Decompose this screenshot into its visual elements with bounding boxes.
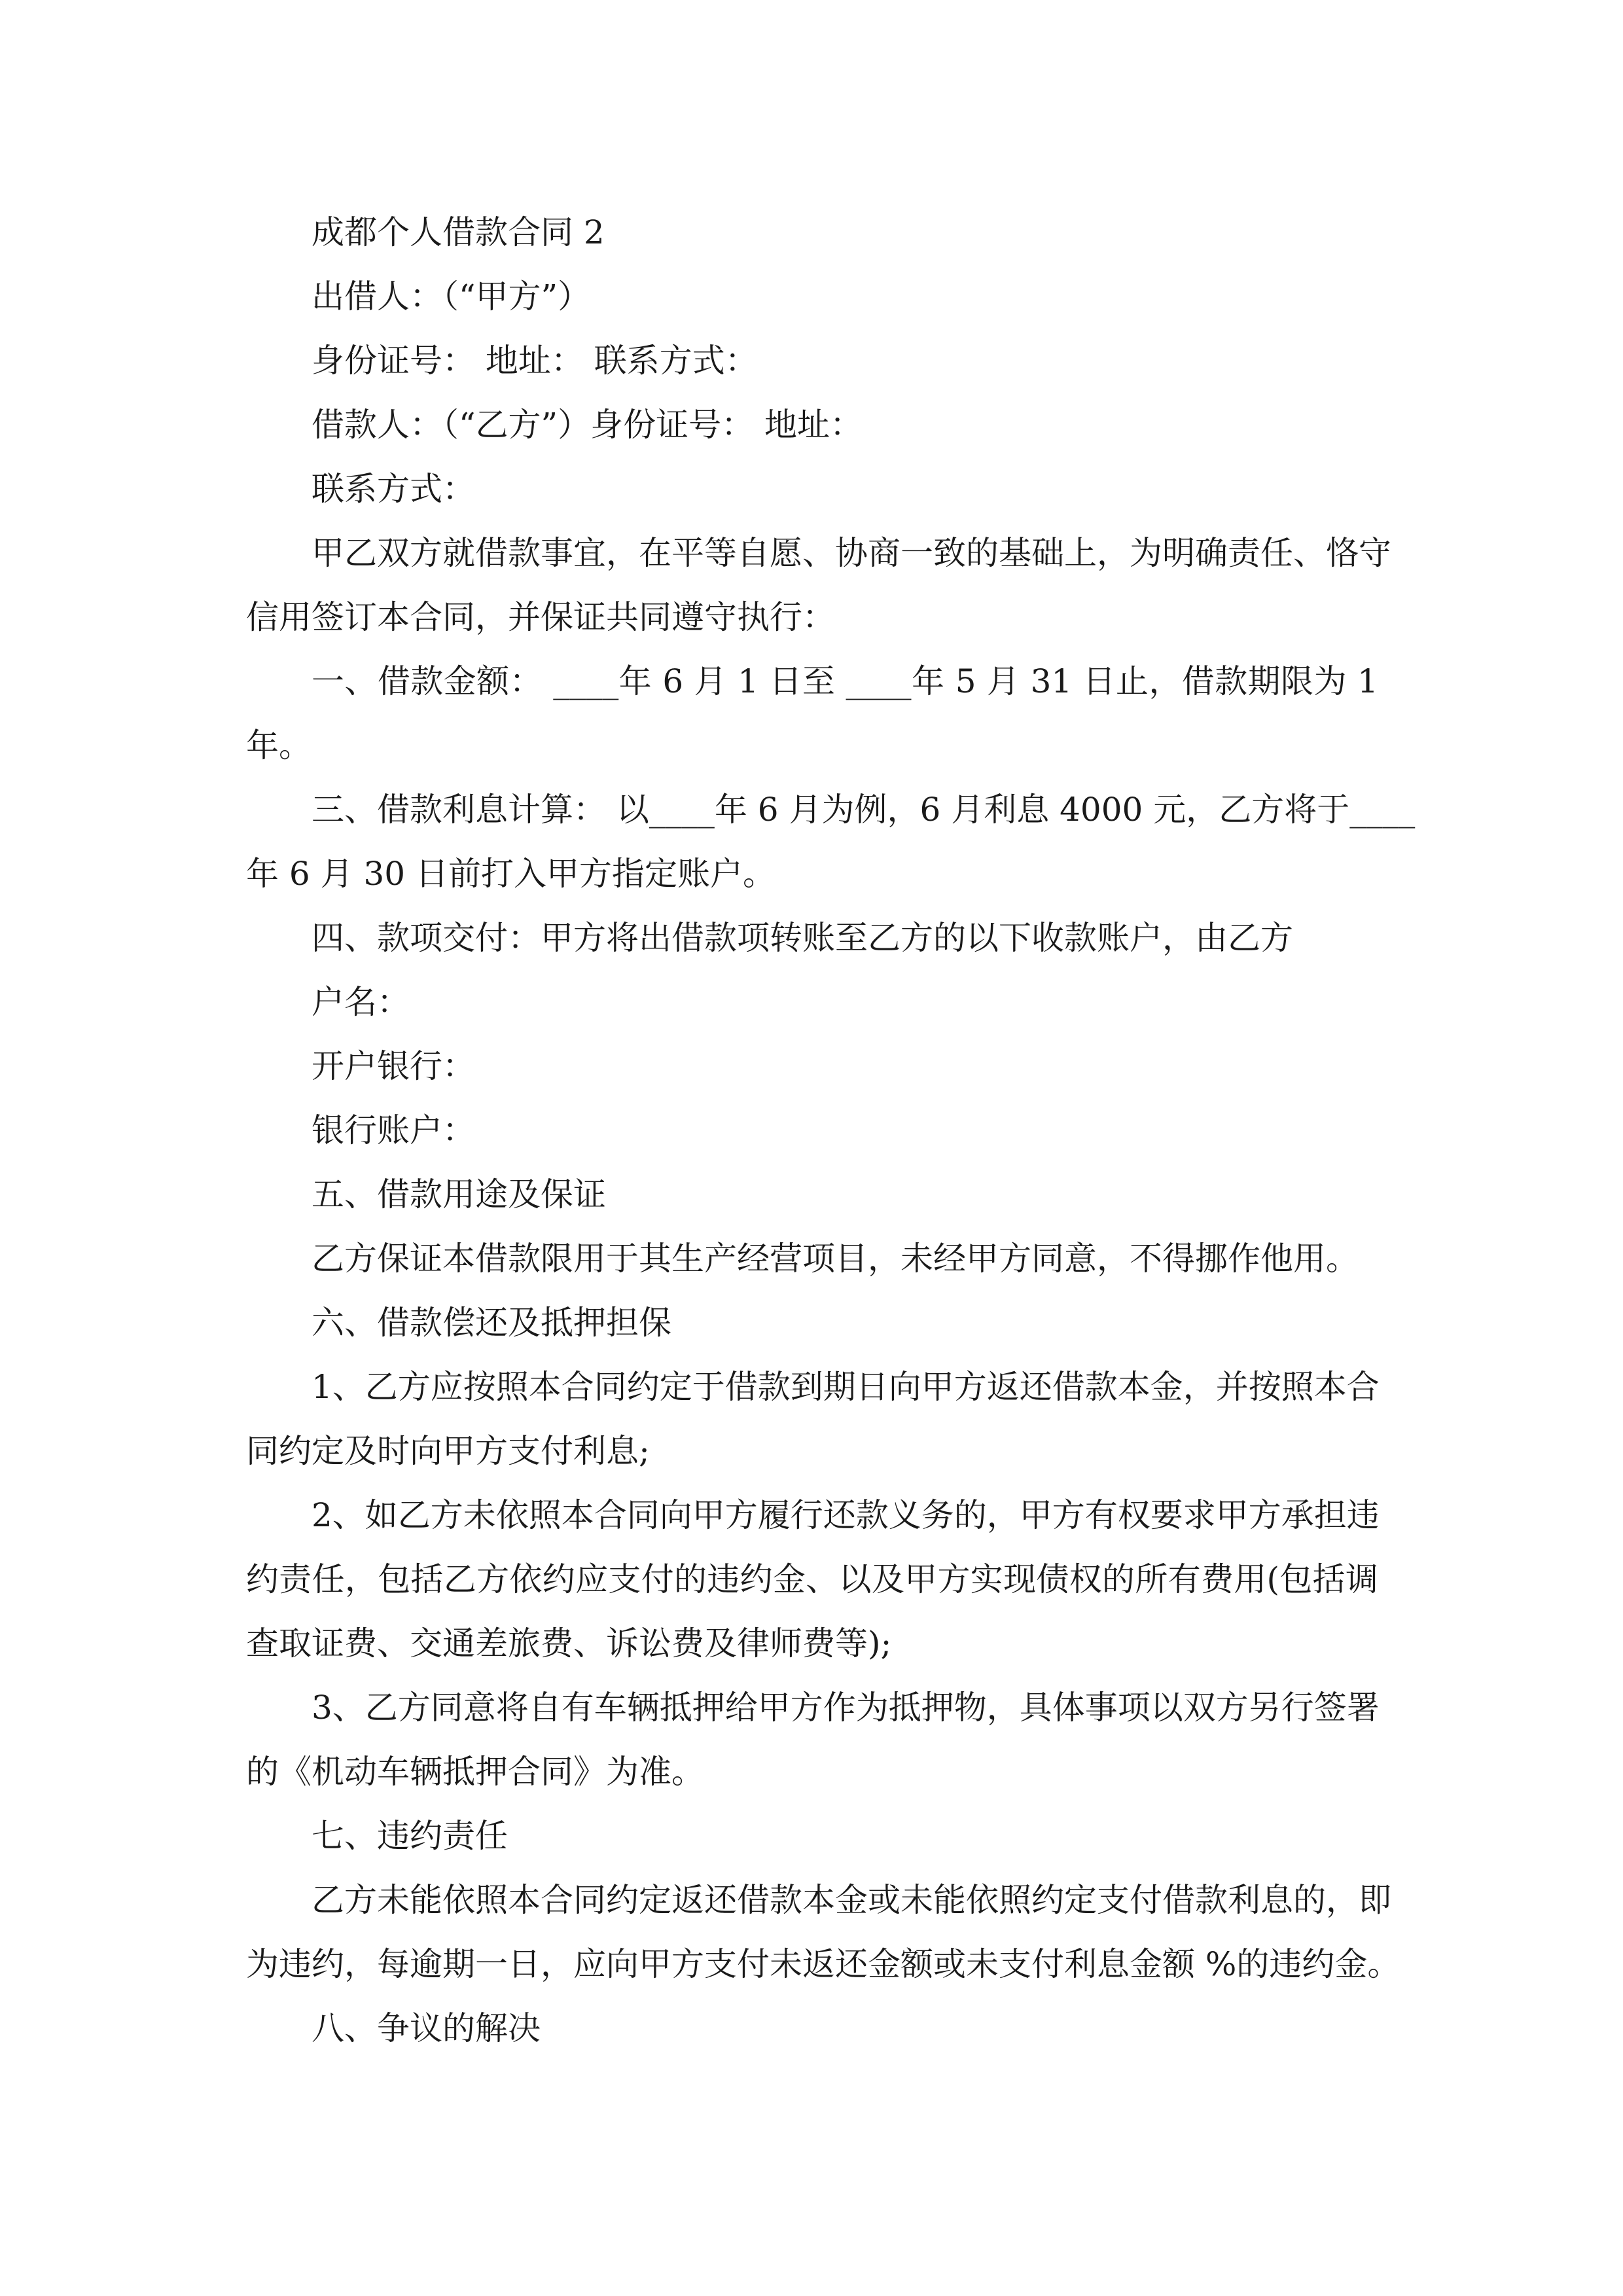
- lender-line: 出借人：（“甲方”）: [312, 278, 591, 315]
- clause-5-heading: 五、借款用途及保证: [312, 1175, 606, 1213]
- clause-6-heading: 六、借款偿还及抵押担保: [312, 1304, 671, 1342]
- clause-1-line-1: 一、借款金额： ____年 6 月 1 日至 ____年 5 月 31 日止，借款期限为 1: [312, 662, 1378, 700]
- borrower-line: 借款人：（“乙方”）身份证号： 地址：: [312, 406, 863, 444]
- clause-6-3-line-1: 3、乙方同意将自有车辆抵押给甲方作为抵押物，具体事项以双方另行签署: [312, 1689, 1380, 1727]
- document-title: 成都个人借款合同 2: [312, 213, 605, 251]
- document-body: [246, 200, 1416, 2060]
- borrower-contact-line: 联系方式：: [312, 470, 475, 508]
- clause-6-2-line-1: 2、如乙方未依照本合同向甲方履行还款义务的，甲方有权要求甲方承担违: [312, 1496, 1380, 1534]
- account-name-line: 户名：: [312, 983, 410, 1021]
- clause-6-1-line-1: 1、乙方应按照本合同约定于借款到期日向甲方返还借款本金，并按照本合: [312, 1368, 1380, 1406]
- clause-6-2-line-2: 约责任，包括乙方依约应支付的违约金、以及甲方实现债权的所有费用(包括调: [246, 1560, 1378, 1598]
- bank-line: 开户银行：: [312, 1047, 475, 1085]
- clause-3-line-2: 年 6 月 30 日前打入甲方指定账户。: [246, 855, 776, 893]
- clause-8-heading: 八、争议的解决: [312, 2009, 541, 2047]
- clause-6-2-line-3: 查取证费、交通差旅费、诉讼费及律师费等);: [246, 1624, 892, 1662]
- clause-7-line-2: 为违约，每逾期一日，应向甲方支付未返还金额或未支付利息金额 %的违约金。: [246, 1945, 1400, 1983]
- clause-7-line-1: 乙方未能依照本合同约定返还借款本金或未能依照约定支付借款利息的，即: [312, 1881, 1391, 1919]
- clause-6-3-line-2: 的《机动车辆抵押合同》为准。: [246, 1753, 704, 1791]
- clause-3-line-1: 三、借款利息计算： 以____年 6 月为例，6 月利息 4000 元，乙方将于____: [312, 791, 1416, 829]
- clause-5-body: 乙方保证本借款限用于其生产经营项目，未经甲方同意，不得挪作他用。: [312, 1240, 1359, 1278]
- lender-id-address-line: 身份证号： 地址： 联系方式：: [312, 342, 758, 380]
- bank-account-line: 银行账户：: [312, 1111, 475, 1149]
- clause-7-heading: 七、违约责任: [312, 1817, 508, 1855]
- clause-1-line-2: 年。: [246, 726, 312, 764]
- preamble-line-1: 甲乙双方就借款事宜，在平等自愿、协商一致的基础上，为明确责任、恪守: [312, 534, 1391, 572]
- preamble-line-2: 信用签订本合同，并保证共同遵守执行：: [246, 598, 835, 636]
- clause-6-1-line-2: 同约定及时向甲方支付利息;: [246, 1432, 650, 1470]
- clause-4-line: 四、款项交付：甲方将出借款项转账至乙方的以下收款账户，由乙方: [312, 919, 1293, 957]
